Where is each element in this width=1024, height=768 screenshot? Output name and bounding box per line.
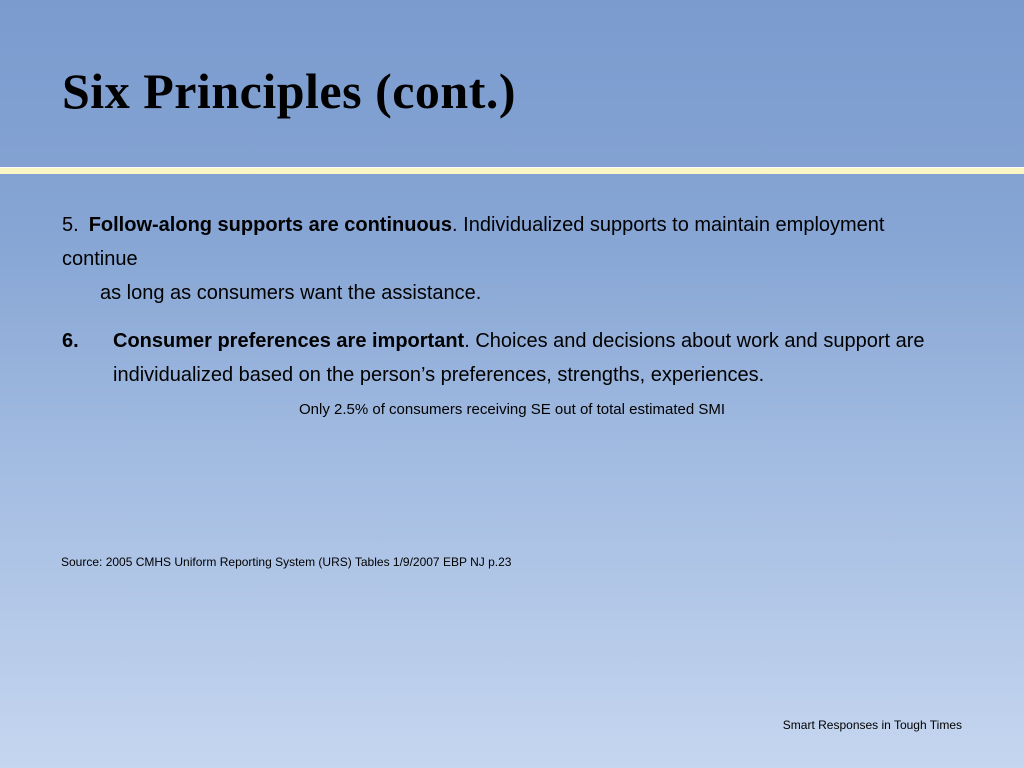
- statistic-note: Only 2.5% of consumers receiving SE out of total estimated SMI: [298, 401, 726, 418]
- principle-text-continued: as long as consumers want the assistance.: [100, 282, 482, 304]
- principle-text-continued: individualized based on the person’s preferences, strengths, experiences.: [113, 364, 765, 386]
- principle-text: . Individualized supports to maintain employment continue: [62, 214, 885, 270]
- principle-number: 6.: [62, 330, 79, 352]
- slide-title: Six Principles (cont.): [62, 63, 517, 119]
- footer-text: Smart Responses in Tough Times: [782, 718, 962, 732]
- principle-heading: Consumer preferences are important: [113, 330, 465, 352]
- principle-line-1: [62, 214, 884, 270]
- principle-text: . Choices and decisions about work and support are: [464, 330, 925, 352]
- principle-heading: Follow-along supports are continuous: [88, 214, 453, 236]
- principle-item-6: [62, 324, 962, 392]
- principle-number: 5.: [62, 214, 79, 236]
- principle-body: [62, 324, 962, 392]
- title-divider: [0, 167, 1024, 174]
- source-citation: Source: 2005 CMHS Uniform Reporting System (URS) Tables 1/9/2007 EBP NJ p.23: [61, 555, 512, 569]
- principle-item-5: [62, 208, 962, 310]
